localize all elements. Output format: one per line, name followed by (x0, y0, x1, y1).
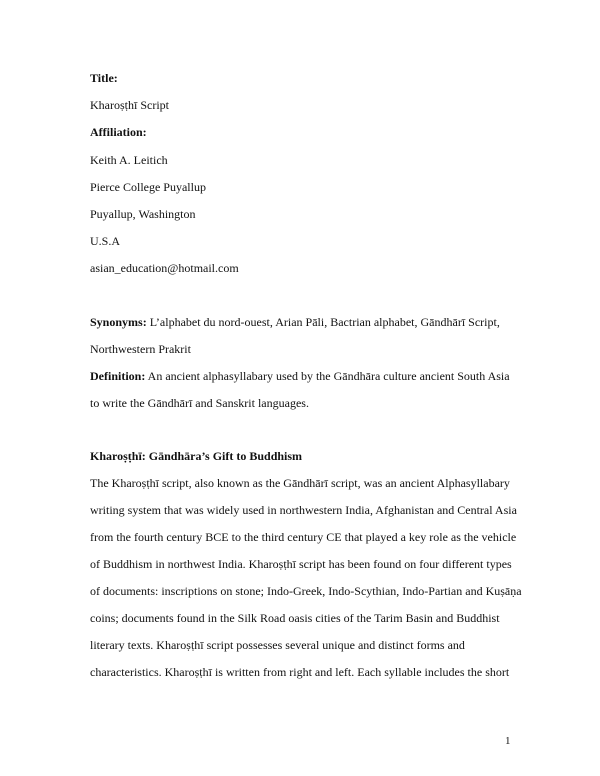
definition-text-1: An ancient alphasyllabary used by the Gāndhāra culture ancient South Asia (145, 369, 510, 383)
synonyms-text-1: L’alphabet du nord-ouest, Arian Pāli, Bactrian alphabet, Gāndhārī Script, (146, 315, 500, 329)
synonyms-line-1 (90, 315, 500, 329)
institution-name: Pierce College Puyallup (90, 180, 206, 194)
body-line: of Buddhism in northwest India. Kharoṣṭhī script has been found on four different types (90, 557, 512, 571)
definition-line-1 (90, 369, 510, 383)
body-line: characteristics. Kharoṣṭhī is written from right and left. Each syllable includes the short (90, 665, 510, 679)
city-state: Puyallup, Washington (90, 207, 196, 221)
title-value: Kharoṣṭhī Script (90, 98, 169, 112)
synonyms-line-2: Northwestern Prakrit (90, 342, 191, 356)
email-address: asian_education@hotmail.com (90, 261, 239, 275)
body-line: writing system that was widely used in northwestern India, Afghanistan and Central Asia (90, 503, 517, 517)
body-line: literary texts. Kharoṣṭhī script possesses several unique and distinct forms and (90, 638, 465, 652)
author-name: Keith A. Leitich (90, 153, 168, 167)
synonyms-label: Synonyms: (90, 315, 147, 329)
body-line: of documents: inscriptions on stone; Indo-Greek, Indo-Scythian, Indo-Partian and Kuṣāṇa (90, 584, 522, 598)
page-number: 1 (505, 735, 511, 747)
body-line: coins; documents found in the Silk Road oasis cities of the Tarim Basin and Buddhist (90, 611, 500, 625)
title-label: Title: (90, 71, 118, 85)
country: U.S.A (90, 234, 121, 248)
affiliation-label: Affiliation: (90, 125, 147, 139)
body-line: The Kharoṣṭhī script, also known as the Gāndhārī script, was an ancient Alphasyllabary (90, 476, 510, 490)
section-heading: Kharoṣṭhī: Gāndhāra’s Gift to Buddhism (90, 449, 303, 463)
body-line: from the fourth century BCE to the third century CE that played a key role as the vehicle (90, 530, 517, 544)
definition-line-2: to write the Gāndhārī and Sanskrit languages. (90, 396, 309, 410)
definition-label: Definition: (90, 369, 146, 383)
